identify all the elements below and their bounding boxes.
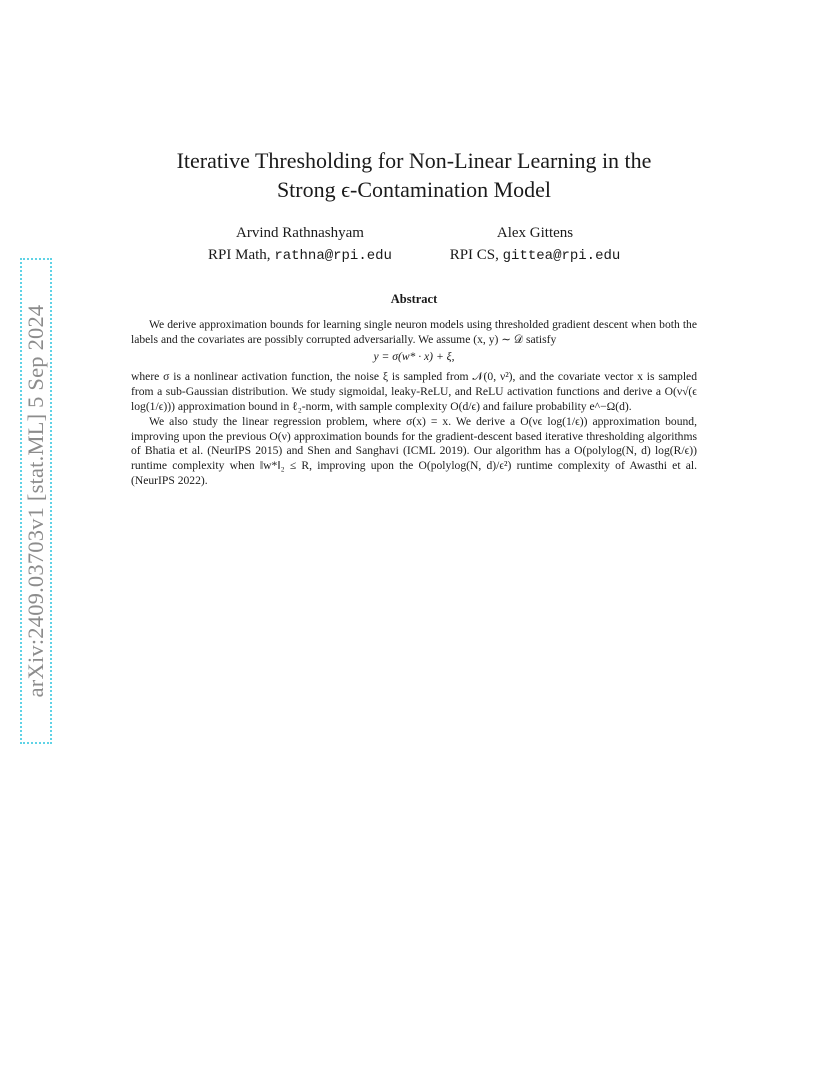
abstract-heading: Abstract — [390, 292, 438, 306]
author-affiliation: RPI CS, — [449, 247, 499, 263]
title-line-1: Iterative Thresholding for Non-Linear Learning in the — [176, 148, 652, 173]
paper-title — [120, 146, 708, 204]
title-line-2: Strong ϵ-Contamination Model — [276, 177, 552, 202]
author-affiliation-line — [435, 244, 635, 267]
author-email: rathna@rpi.edu — [274, 248, 392, 264]
author-1 — [190, 222, 410, 267]
author-email: gittea@rpi.edu — [502, 248, 621, 264]
abstract-body — [131, 318, 697, 489]
author-name: Arvind Rathnashyam — [236, 225, 364, 241]
author-affiliation-line — [190, 244, 410, 267]
arxiv-identifier: arXiv:2409.03703v1 [stat.ML] 5 Sep 2024 — [23, 304, 48, 698]
author-name: Alex Gittens — [496, 225, 574, 241]
abstract-paragraph-3: We also study the linear regression problem, where σ(x) = x. We derive a O(νϵ log(1/ϵ)) approximation bound, improving upon the previous O(ν) approximation bounds for the gradient-descent based iterative thresholding algorithms of Bhatia et al. (NeurIPS 2015) and Shen and Sanghavi (ICML 2019). Our algorithm has a O(polylog(N, d) log(R/ϵ)) runtime complexity when ‖w*‖₂ ≤ R, improving upon the O(polylog(N, d)/ϵ²) runtime complexity of Awasthi et al. (NeurIPS 2022). — [131, 414, 697, 487]
arxiv-sidebar-stamp — [20, 258, 52, 744]
abstract-paragraph-1: We derive approximation bounds for learning single neuron models using thresholded gradient descent when both the labels and the covariates are possibly corrupted adversarially. We assume (x, y) ∼ 𝒟 satisfy — [131, 318, 697, 346]
author-2 — [435, 222, 635, 267]
author-affiliation: RPI Math, — [208, 247, 271, 263]
abstract-paragraph-2: where σ is a nonlinear activation function, the noise ξ is sampled from 𝒩(0, ν²), and the covariate vector x is sampled from a sub-Gaussian distribution. We study sigmoidal, leaky-ReLU, and ReLU activation functions and derive a O(ν√(ϵ log(1/ϵ))) approximation bound in ℓ₂-norm, with sample complexity O(d/ϵ) and failure probability e^−Ω(d). — [131, 370, 697, 413]
model-equation: y = σ(w* · x) + ξ, — [373, 349, 455, 363]
